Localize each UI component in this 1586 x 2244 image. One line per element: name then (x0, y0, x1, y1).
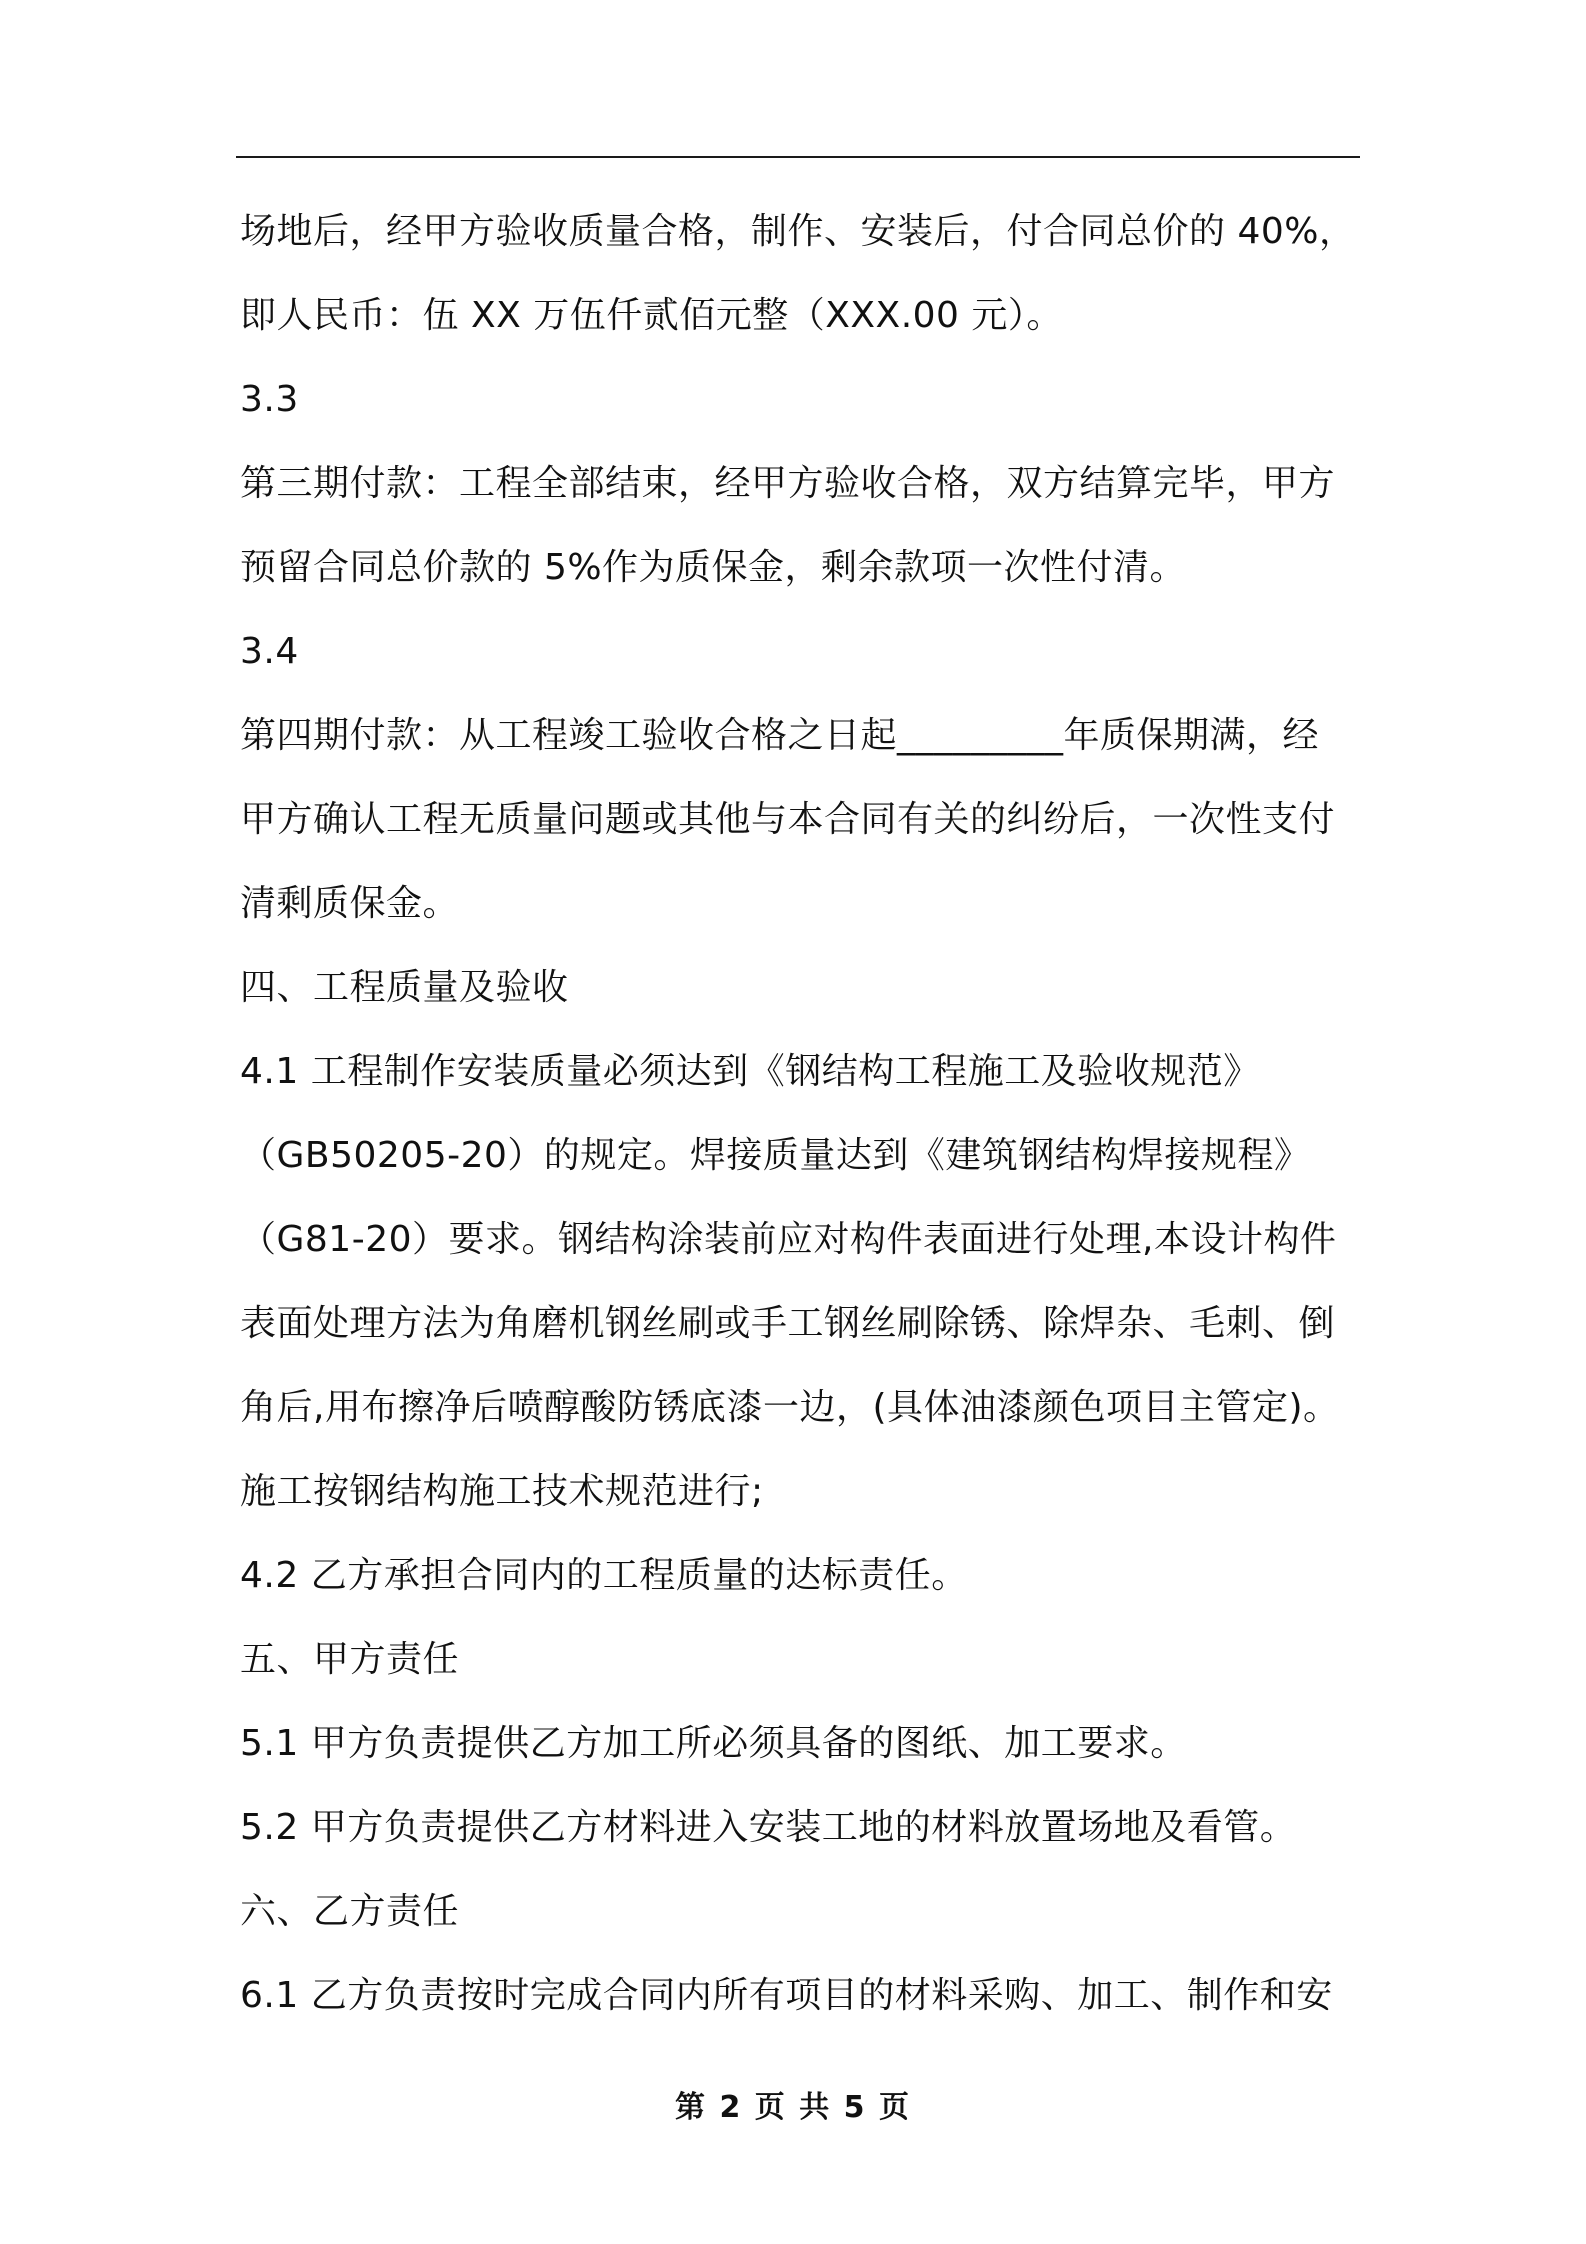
body-line: 甲方确认工程无质量问题或其他与本合同有关的纠纷后，一次性支付 (240, 799, 1336, 840)
section-number: 3.3 (240, 379, 299, 420)
body-line: 角后,用布擦净后喷醇酸防锈底漆一边，(具体油漆颜色项目主管定)。 (240, 1387, 1340, 1428)
body-line: 4.1 工程制作安装质量必须达到《钢结构工程施工及验收规范》 (240, 1051, 1260, 1092)
section-heading: 五、甲方责任 (240, 1639, 460, 1680)
section-number: 3.4 (240, 631, 299, 672)
document-body (240, 190, 1362, 2038)
body-line: （G81-20）要求。钢结构涂装前应对构件表面进行处理,本设计构件 (240, 1219, 1337, 1260)
body-line: 施工按钢结构施工技术规范进行; (240, 1471, 764, 1512)
body-line: 5.1 甲方负责提供乙方加工所必须具备的图纸、加工要求。 (240, 1723, 1187, 1764)
body-line: 预留合同总价款的 5%作为质保金，剩余款项一次性付清。 (240, 547, 1187, 588)
body-line: 清剩质保金。 (240, 883, 460, 924)
body-line: 场地后，经甲方验收质量合格，制作、安装后，付合同总价的 40%， (240, 211, 1356, 252)
body-line: 表面处理方法为角磨机钢丝刷或手工钢丝刷除锈、除焊杂、毛刺、倒 (240, 1303, 1336, 1344)
header-rule (236, 156, 1360, 158)
body-line: 即人民币：伍 XX 万伍仟贰佰元整（XXX.00 元）。 (240, 295, 1063, 336)
body-line: （GB50205-20）的规定。焊接质量达到《建筑钢结构焊接规程》 (240, 1135, 1311, 1176)
section-heading: 六、乙方责任 (240, 1891, 460, 1932)
body-line: 第三期付款：工程全部结束，经甲方验收合格，双方结算完毕，甲方 (240, 463, 1336, 504)
body-line: 4.2 乙方承担合同内的工程质量的达标责任。 (240, 1555, 968, 1596)
page-number-footer: 第 2 页 共 5 页 (675, 2090, 911, 2125)
body-line: 5.2 甲方负责提供乙方材料进入安装工地的材料放置场地及看管。 (240, 1807, 1297, 1848)
body-line: 第四期付款：从工程竣工验收合格之日起_________年质保期满，经 (240, 715, 1320, 756)
body-line: 6.1 乙方负责按时完成合同内所有项目的材料采购、加工、制作和安 (240, 1975, 1333, 2016)
section-heading: 四、工程质量及验收 (240, 967, 569, 1008)
